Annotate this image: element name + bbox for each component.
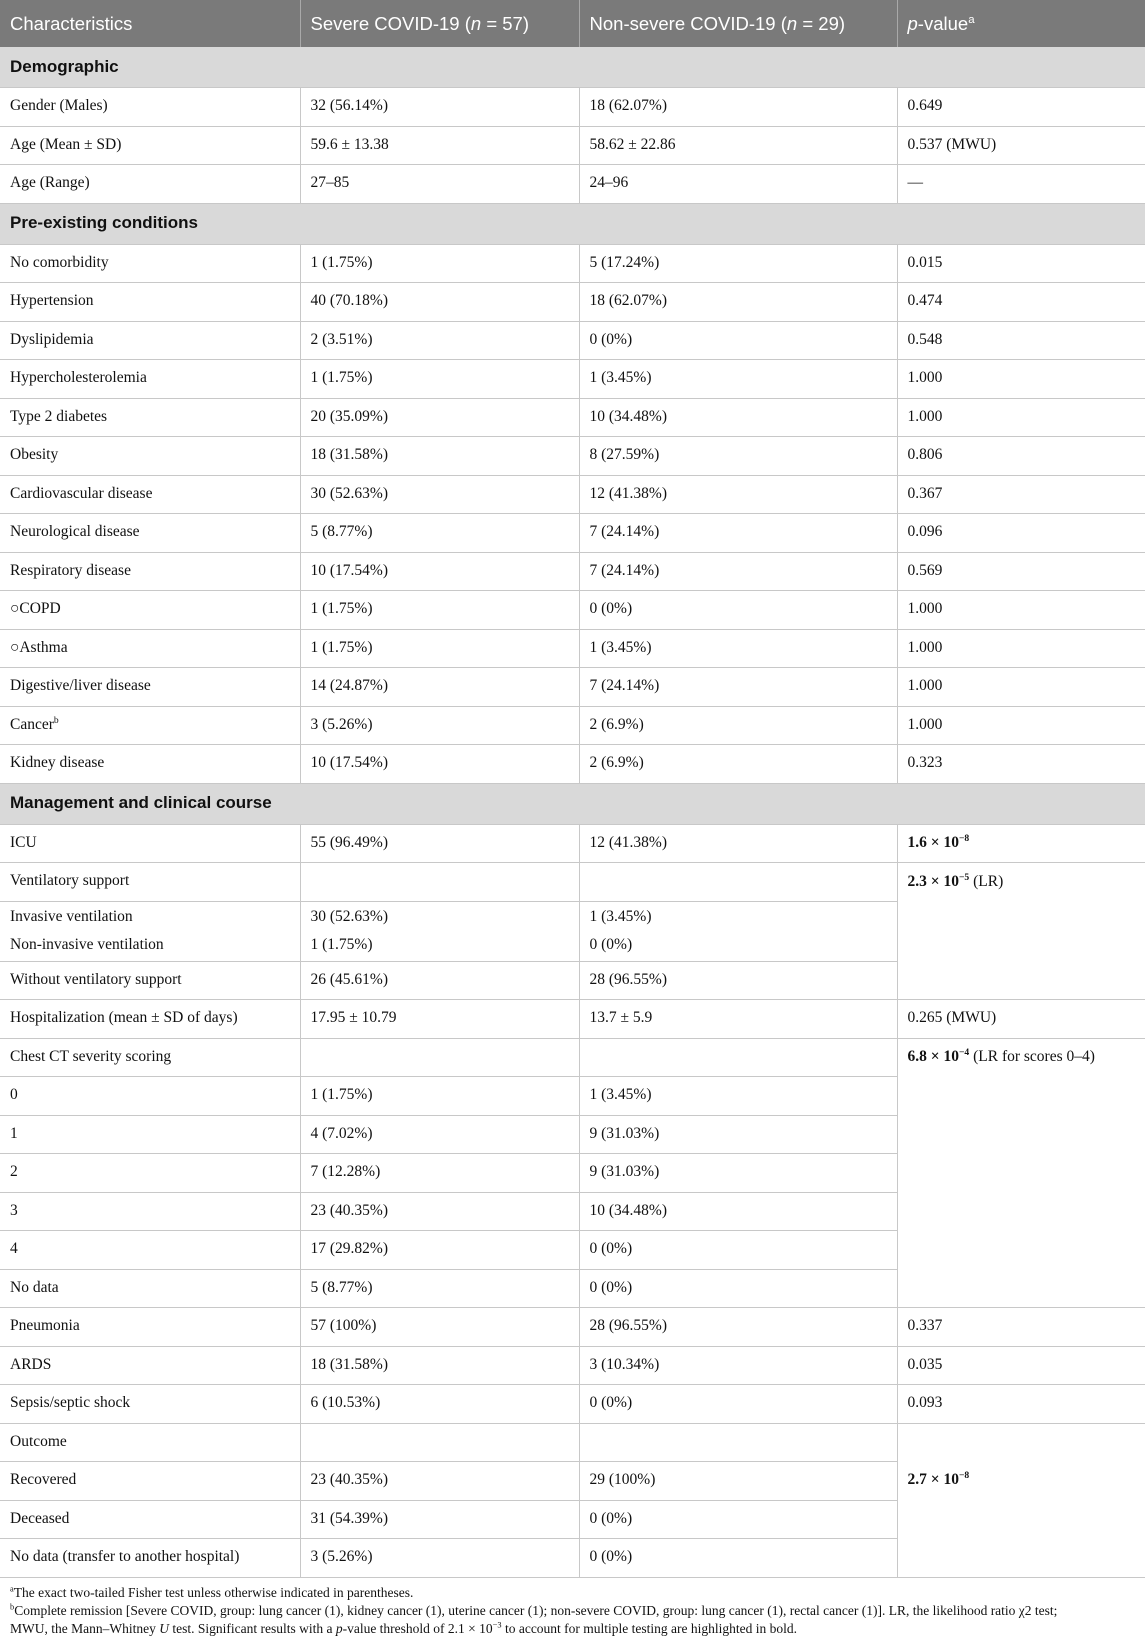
table-cell: Invasive ventilation Non-invasive ventilation — [0, 901, 300, 961]
table-cell — [300, 863, 579, 902]
table-cell: Type 2 diabetes — [0, 398, 300, 437]
table-cell: Outcome — [0, 1423, 300, 1462]
table-cell: Gender (Males) — [0, 88, 300, 127]
table-cell: 7 (24.14%) — [579, 514, 897, 553]
table-cell: 1 (3.45%) — [579, 1077, 897, 1116]
table-cell: 5 (8.77%) — [300, 1269, 579, 1308]
table-cell: Respiratory disease — [0, 552, 300, 591]
table-cell: 0.474 — [897, 283, 1145, 322]
table-cell: ○Asthma — [0, 629, 300, 668]
table-cell: 10 (34.48%) — [579, 1192, 897, 1231]
table-cell: Hospitalization (mean ± SD of days) — [0, 1000, 300, 1039]
table-cell: 23 (40.35%) — [300, 1462, 579, 1501]
table-cell: 0.035 — [897, 1346, 1145, 1385]
table-cell — [897, 961, 1145, 1000]
table-cell: 2 (3.51%) — [300, 321, 579, 360]
table-cell: Without ventilatory support — [0, 961, 300, 1000]
table-row — [0, 1077, 1145, 1116]
section-management — [0, 783, 1145, 824]
table-cell: 7 (24.14%) — [579, 552, 897, 591]
table-cell: 14 (24.87%) — [300, 668, 579, 707]
table-cell: 9 (31.03%) — [579, 1154, 897, 1193]
table-cell: 2 (6.9%) — [579, 745, 897, 784]
table-cell: 3 (5.26%) — [300, 706, 579, 745]
table-cell: 32 (56.14%) — [300, 88, 579, 127]
table-cell — [897, 1077, 1145, 1116]
table-cell: 18 (62.07%) — [579, 283, 897, 322]
table-cell: Management and clinical course — [0, 783, 1145, 824]
section-preexisting — [0, 203, 1145, 244]
table-cell: 0.337 — [897, 1308, 1145, 1347]
table-row — [0, 1231, 1145, 1270]
table-row — [0, 1269, 1145, 1308]
table-cell: 18 (31.58%) — [300, 1346, 579, 1385]
table-row — [0, 126, 1145, 165]
table-row — [0, 321, 1145, 360]
table-cell: 3 (5.26%) — [300, 1539, 579, 1578]
table-row — [0, 824, 1145, 863]
table-cell: 2 (6.9%) — [579, 706, 897, 745]
table-cell: Neurological disease — [0, 514, 300, 553]
table-cell: 26 (45.61%) — [300, 961, 579, 1000]
header-row — [0, 0, 1145, 47]
table-cell: 5 (17.24%) — [579, 244, 897, 283]
table-cell: Kidney disease — [0, 745, 300, 784]
table-cell: 6 (10.53%) — [300, 1385, 579, 1424]
table-cell: 0.548 — [897, 321, 1145, 360]
table-cell: Dyslipidemia — [0, 321, 300, 360]
table-cell: 30 (52.63%) 1 (1.75%) — [300, 901, 579, 961]
table-cell: $2.3 \times 10^{-5}$ (LR) — [907, 871, 1004, 890]
table-cell — [897, 1231, 1145, 1270]
table-row — [0, 398, 1145, 437]
table-row — [0, 360, 1145, 399]
header-pvalue: p-value$^a$ — [897, 0, 1145, 47]
table-cell: 1.000 — [897, 629, 1145, 668]
table-cell — [897, 1269, 1145, 1308]
table-cell: 0.096 — [897, 514, 1145, 553]
table-row — [0, 961, 1145, 1000]
table-cell: 0.015 — [897, 244, 1145, 283]
table-cell: 12 (41.38%) — [579, 824, 897, 863]
table-cell: ARDS — [0, 1346, 300, 1385]
table-cell: No comorbidity — [0, 244, 300, 283]
table-row — [0, 1423, 1145, 1462]
table-cell: 0 (0%) — [579, 591, 897, 630]
table-cell: Pre-existing conditions — [0, 203, 1145, 244]
table-cell: 13.7 ± 5.9 — [579, 1000, 897, 1039]
footnotes — [0, 1578, 1145, 1638]
table-cell: No data — [0, 1269, 300, 1308]
table-row — [0, 1308, 1145, 1347]
table-cell: 1 (1.75%) — [300, 1077, 579, 1116]
table-cell — [897, 901, 1145, 961]
table-cell: 4 — [0, 1231, 300, 1270]
header-characteristics: Characteristics — [0, 0, 300, 47]
table-cell: 7 (12.28%) — [300, 1154, 579, 1193]
table-cell: 1 (3.45%) 0 (0%) — [579, 901, 897, 961]
table-cell: 29 (100%) — [579, 1462, 897, 1501]
table-row — [0, 475, 1145, 514]
table-row — [0, 1539, 1145, 1578]
table-cell: 0.323 — [897, 745, 1145, 784]
table-row — [0, 1192, 1145, 1231]
table-cell: 0.093 — [897, 1385, 1145, 1424]
table-cell: 0 (0%) — [579, 1500, 897, 1539]
table-cell: $6.8 \times 10^{-4}$ (LR for scores 0–4) — [907, 1047, 1095, 1066]
table-cell — [897, 1115, 1145, 1154]
table-row — [0, 901, 1145, 961]
table-cell: No data (transfer to another hospital) — [0, 1539, 300, 1578]
table-cell: 7 (24.14%) — [579, 668, 897, 707]
table-cell: Digestive/liver disease — [0, 668, 300, 707]
table-cell: 0.367 — [897, 475, 1145, 514]
table-cell: 0 (0%) — [579, 1539, 897, 1578]
table-cell — [300, 1423, 579, 1462]
table-cell: ○COPD — [0, 591, 300, 630]
table-cell: 1.000 — [897, 398, 1145, 437]
table-row — [0, 88, 1145, 127]
table-cell: 10 (17.54%) — [300, 552, 579, 591]
table-cell — [897, 1154, 1145, 1193]
table-cell: 2 — [0, 1154, 300, 1193]
table-row — [0, 706, 1145, 745]
table-cell: 0 (0%) — [579, 1231, 897, 1270]
footnote-b-continued: MWU, the Mann–Whitney U test. Significant results with a p-value threshold of $2.1 \times 10^{-3}$ to account for multiple testing are highlighted in bold. — [10, 1620, 798, 1636]
table-cell: 0 (0%) — [579, 321, 897, 360]
table-row — [0, 1500, 1145, 1539]
table-cell: 10 (34.48%) — [579, 398, 897, 437]
table-cell: ICU — [0, 824, 300, 863]
table-cell: 4 (7.02%) — [300, 1115, 579, 1154]
table-cell: 0 (0%) — [579, 1269, 897, 1308]
table-row — [0, 165, 1145, 204]
table-row — [0, 514, 1145, 553]
table-cell: $2.7 \times 10^{-8}$ — [907, 1470, 970, 1489]
table-cell: 27–85 — [300, 165, 579, 204]
table-cell: 8 (27.59%) — [579, 437, 897, 476]
table-cell: Sepsis/septic shock — [0, 1385, 300, 1424]
table-cell: 1 (1.75%) — [300, 244, 579, 283]
table-cell: 1 (1.75%) — [300, 360, 579, 399]
table-row — [0, 552, 1145, 591]
table-cell — [897, 1539, 1145, 1578]
table-cell: 1.000 — [897, 591, 1145, 630]
table-cell: 57 (100%) — [300, 1308, 579, 1347]
table-cell: — — [897, 165, 1145, 204]
footnote-a: $^a$The exact two-tailed Fisher test unless otherwise indicated in parentheses. — [10, 1584, 414, 1600]
table-cell: 58.62 ± 22.86 — [579, 126, 897, 165]
table-cell: 55 (96.49%) — [300, 824, 579, 863]
table-row — [0, 629, 1145, 668]
table-cell: 24–96 — [579, 165, 897, 204]
table-cell: Obesity — [0, 437, 300, 476]
section-demographic — [0, 47, 1145, 88]
table-cell: 23 (40.35%) — [300, 1192, 579, 1231]
table-row — [0, 1462, 1145, 1501]
table-cell: 1.000 — [897, 360, 1145, 399]
footnote-b: $^b$Complete remission [Severe COVID, group: lung cancer (1), kidney cancer (1), uterine cancer (1); non-severe COVID, group: lung cancer (1), rectal cancer (1)]. LR, the likelihood ratio χ2 test; — [10, 1602, 1058, 1618]
table-cell — [897, 1500, 1145, 1539]
table-row — [0, 244, 1145, 283]
table-cell: 28 (96.55%) — [579, 1308, 897, 1347]
table-cell: 1 (3.45%) — [579, 360, 897, 399]
table-cell: Cardiovascular disease — [0, 475, 300, 514]
table-cell: 0.537 (MWU) — [897, 126, 1145, 165]
table-row — [0, 668, 1145, 707]
table-cell: Hypertension — [0, 283, 300, 322]
table-cell: Chest CT severity scoring — [0, 1038, 300, 1077]
table-cell: 1 (3.45%) — [579, 629, 897, 668]
table-cell: 1 (1.75%) — [300, 629, 579, 668]
table-cell: 0.649 — [897, 88, 1145, 127]
table-row — [0, 283, 1145, 322]
table-cell: 18 (31.58%) — [300, 437, 579, 476]
table-cell: Recovered — [0, 1462, 300, 1501]
table-cell: 18 (62.07%) — [579, 88, 897, 127]
table-cell — [897, 1192, 1145, 1231]
table-cell: Cancer$^b$ — [0, 706, 300, 745]
table-cell — [579, 1423, 897, 1462]
table-cell: Age (Mean ± SD) — [0, 126, 300, 165]
table-cell: 30 (52.63%) — [300, 475, 579, 514]
table-cell: Ventilatory support — [0, 863, 300, 902]
table-row — [0, 1115, 1145, 1154]
table-cell — [300, 1038, 579, 1077]
table-cell: Demographic — [0, 47, 1145, 88]
table-cell — [579, 1038, 897, 1077]
table-cell: 1 (1.75%) — [300, 591, 579, 630]
table-row — [0, 1000, 1145, 1039]
table-cell: 12 (41.38%) — [579, 475, 897, 514]
table-row — [0, 1154, 1145, 1193]
table-cell: 3 (10.34%) — [579, 1346, 897, 1385]
table-cell — [579, 863, 897, 902]
table-cell: 40 (70.18%) — [300, 283, 579, 322]
table-cell: 9 (31.03%) — [579, 1115, 897, 1154]
table-cell: 3 — [0, 1192, 300, 1231]
table-row — [0, 1346, 1145, 1385]
table-cell: 31 (54.39%) — [300, 1500, 579, 1539]
table-cell: 10 (17.54%) — [300, 745, 579, 784]
table-cell: 0.569 — [897, 552, 1145, 591]
table-cell: 1.000 — [897, 668, 1145, 707]
table-cell: Pneumonia — [0, 1308, 300, 1347]
table-cell: $1.6 \times 10^{-8}$ — [897, 824, 1145, 863]
table-cell: 1 — [0, 1115, 300, 1154]
table-cell: 59.6 ± 13.38 — [300, 126, 579, 165]
table-cell: 0 — [0, 1077, 300, 1116]
table-cell: Deceased — [0, 1500, 300, 1539]
table-cell: 20 (35.09%) — [300, 398, 579, 437]
table-cell: 17 (29.82%) — [300, 1231, 579, 1270]
table-cell: 17.95 ± 10.79 — [300, 1000, 579, 1039]
table-cell: 0 (0%) — [579, 1385, 897, 1424]
table-row — [0, 591, 1145, 630]
table-cell: Hypercholesterolemia — [0, 360, 300, 399]
table-cell: 5 (8.77%) — [300, 514, 579, 553]
header-nonsevere: Non-severe COVID-19 (n = 29) — [579, 0, 897, 47]
table-cell: Age (Range) — [0, 165, 300, 204]
header-severe: Severe COVID-19 (n = 57) — [300, 0, 579, 47]
table-row — [0, 437, 1145, 476]
table-cell: 28 (96.55%) — [579, 961, 897, 1000]
table-row — [0, 1385, 1145, 1424]
table-cell — [897, 1423, 1145, 1462]
table-row — [0, 863, 1145, 902]
table-cell: 1.000 — [897, 706, 1145, 745]
table-cell: 0.806 — [897, 437, 1145, 476]
table-cell: 0.265 (MWU) — [897, 1000, 1145, 1039]
table-row — [0, 1038, 1145, 1077]
table-row — [0, 745, 1145, 784]
